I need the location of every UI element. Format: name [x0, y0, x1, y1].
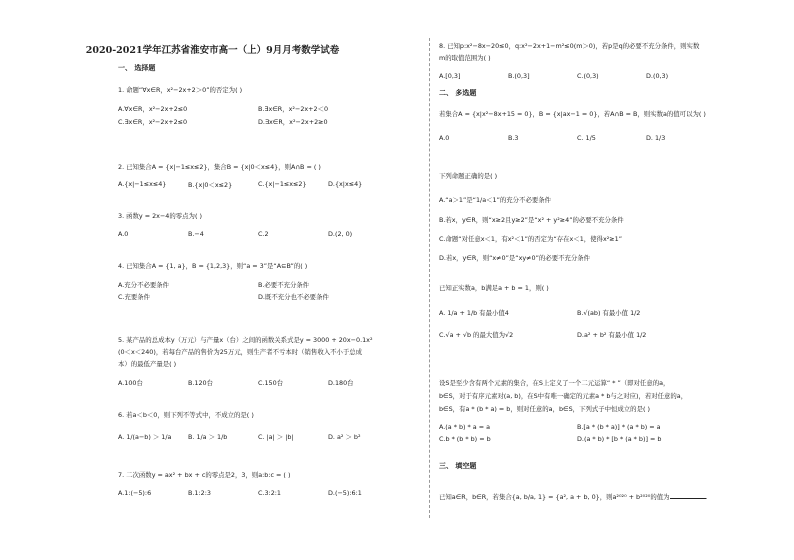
question-11-stem: 已知正实数a，b满足a + b = 1，则( ): [439, 284, 549, 292]
question-7-option-b: B.1:2:3: [188, 489, 211, 497]
question-12-line-2: b∈S，对于有序元素对(a, b)，在S中有唯一确定的元素a * b与之对应)，若对任意的a，: [439, 392, 688, 400]
question-7-option-a: A.1:(−5):6: [118, 489, 152, 497]
question-4-stem: 4. 已知集合A = {1, a}，B = {1,2,3}，则“a = 3”是“A⊆B”的( ): [118, 262, 308, 270]
column-divider: [429, 38, 430, 518]
question-7-option-d: D.(−5):6:1: [328, 489, 362, 497]
question-2-option-b: B.{x|0＜x≤2}: [188, 181, 233, 189]
question-10-option-b: B.若x，y∈R，则“x≥2且y≥2”是“x² + y²≥4”的必要不充分条件: [439, 216, 624, 224]
question-6-stem: 6. 若a＜b＜0，则下列不等式中，不成立的是( ): [118, 411, 254, 419]
question-8-option-b: B.(0,3]: [508, 72, 530, 80]
question-5-option-b: B.120台: [188, 379, 214, 387]
question-8-line-1: 8. 已知p:x²−8x−20≤0，q:x²−2x+1−m²≤0(m＞0)，若p是q的必要不充分条件，则实数: [439, 42, 700, 50]
question-11-option-c: C.√a + √b 的最大值为√2: [439, 331, 514, 339]
question-12-option-d: D.(a * b) * [b * (a * b)] = b: [577, 435, 662, 443]
question-4-option-b: B.必要不充分条件: [258, 281, 310, 289]
question-7-option-c: C.3:2:1: [258, 489, 281, 497]
question-11-option-a: A. 1/a + 1/b 有最小值4: [439, 309, 509, 317]
question-8-option-c: C.(0,3): [577, 72, 599, 80]
question-1-option-a: A.∀x∈R，x²−2x+2≤0: [118, 105, 188, 113]
question-12-line-3: b∈S，有a * (b * a) = b，则对任意的a，b∈S，下列式子中恒成立的是( ): [439, 405, 650, 413]
question-8-option-a: A.[0,3]: [439, 72, 461, 80]
question-9-stem: 若集合A = {x|x²−8x+15 = 0}，B = {x|ax−1 = 0}，若A∩B = B，则实数a的值可以为( ): [439, 110, 706, 118]
question-3-option-c: C.2: [258, 230, 269, 238]
section-heading-multi: 二、 多选题: [439, 89, 477, 97]
question-9-option-a: A.0: [439, 134, 450, 142]
question-5-option-a: A.100台: [118, 379, 143, 387]
question-2-option-c: C.{x|−1≤x≤2}: [258, 180, 307, 188]
question-5-line-1: 5. 某产品的总成本y（万元）与产量x（台）之间的函数关系式是y = 3000 + 20x−0.1x²: [118, 336, 373, 344]
question-8-option-d: D.(0,3): [646, 72, 669, 80]
question-10-stem: 下列命题正确的是( ): [439, 172, 498, 180]
question-3-option-b: B.−4: [188, 230, 204, 238]
question-10-option-a: A.“a＞1”是“1/a＜1”的充分不必要条件: [439, 196, 552, 204]
question-6-option-a: A. 1/(a−b) ＞ 1/a: [118, 433, 172, 441]
question-2-option-a: A.{x|−1≤x≤4}: [118, 180, 167, 188]
question-3-option-d: D.(2, 0): [328, 230, 353, 238]
question-1-option-b: B.∃x∈R，x²−2x+2＜0: [258, 105, 329, 113]
question-2-option-d: D.{x|x≤4}: [328, 180, 363, 188]
question-4-option-a: A.充分不必要条件: [118, 281, 170, 289]
question-10-option-c: C.命题“对任意x＜1，有x²＜1”的否定为“存在x＜1，使得x²≥1”: [439, 235, 623, 243]
question-9-option-d: D. 1/3: [646, 134, 666, 142]
section-heading-choice: 一、 选择题: [118, 64, 156, 72]
question-3-option-a: A.0: [118, 230, 129, 238]
question-6-option-d: D. a² ＞ b²: [328, 433, 361, 441]
question-1-option-d: D.∃x∈R，x²−2x+2≥0: [258, 118, 328, 126]
question-13-text: 已知a∈R，b∈R，若集合{a, b/a, 1} = {a², a + b, 0}，则a²⁰²⁰ + b²⁰²⁰的值为: [439, 493, 670, 501]
question-11-option-d: D.a² + b² 有最小值 1/2: [577, 331, 647, 339]
question-1-option-c: C.∃x∈R，x²−2x+2≤0: [118, 118, 188, 126]
question-12-option-a: A.(a * b) * a = a: [439, 423, 491, 431]
question-6-option-b: B. 1/a ＞ 1/b: [188, 433, 228, 441]
page-title: 2020-2021学年江苏省淮安市高一（上）9月月考数学试卷: [85, 45, 340, 56]
question-8-line-2: m的取值范围为( ): [439, 54, 491, 62]
question-12-option-c: C.b * (b * b) = b: [439, 435, 491, 443]
section-heading-fill: 三、 填空题: [439, 462, 477, 470]
question-3-stem: 3. 函数y = 2x−4的零点为( ): [118, 212, 202, 220]
question-10-option-d: D.若x，y∈R，则“x≠0”是“xy≠0”的必要不充分条件: [439, 254, 591, 262]
question-4-option-d: D.既不充分也不必要条件: [258, 293, 329, 301]
question-7-stem: 7. 二次函数y = ax² + bx + c的零点是2，3，则a:b:c = ( ): [118, 471, 291, 479]
question-9-option-b: B.3: [508, 134, 519, 142]
question-12-line-1: 设S是至少含有两个元素的集合，在S上定义了一个二元运算“ * ”（即对任意的a，: [439, 379, 670, 387]
question-1-stem: 1. 命题“∀x∈R，x²−2x+2＞0”的否定为( ): [118, 86, 243, 94]
question-5-line-3: 本）的最低产量是( ): [118, 360, 177, 368]
question-4-option-c: C.充要条件: [118, 293, 151, 301]
question-13-stem: 已知a∈R，b∈R，若集合{a, b/a, 1} = {a², a + b, 0}，则a²⁰²⁰ + b²⁰²⁰的值为 .: [439, 493, 708, 501]
question-5-option-d: D.180台: [328, 379, 354, 387]
question-5-option-c: C.150台: [258, 379, 284, 387]
question-2-stem: 2. 已知集合A = {x|−1≤x≤2}，集合B = {x|0＜x≤4}，则A∩B = ( ): [118, 163, 321, 171]
answer-blank[interactable]: [670, 492, 706, 499]
question-12-option-b: B.[a * (b * a)] * (a * b) = a: [577, 423, 661, 431]
question-6-option-c: C. |a| ＞ |b|: [258, 433, 294, 441]
question-5-line-2: (0＜x＜240)，若每台产品的售价为25万元，则生产者不亏本时（销售收入不小于总成: [118, 348, 363, 356]
question-11-option-b: B.√(ab) 有最小值 1/2: [577, 309, 641, 317]
question-9-option-c: C. 1/5: [577, 134, 596, 142]
